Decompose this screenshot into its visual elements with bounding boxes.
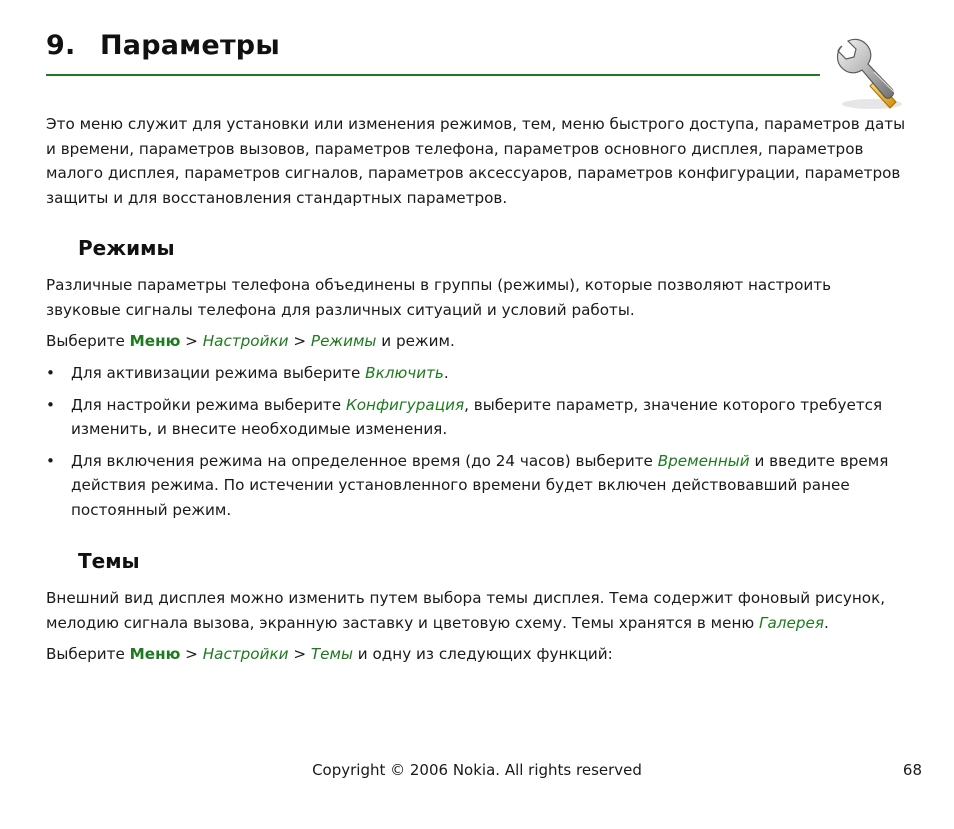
path-suffix: и одну из следующих функций: xyxy=(352,645,613,663)
footer-copyright: Copyright © 2006 Nokia. All rights reserved xyxy=(312,761,642,779)
page-number: 68 xyxy=(902,761,922,779)
chapter-header xyxy=(46,30,820,76)
path-separator: > xyxy=(180,332,203,350)
path-separator: > xyxy=(288,332,311,350)
path-prefix: Выберите xyxy=(46,645,130,663)
list-item xyxy=(46,393,906,442)
list-item xyxy=(46,449,906,523)
menu-link[interactable]: Меню xyxy=(129,645,181,663)
intro-paragraph: Это меню служит для установки или изменения режимов, тем, меню быстрого доступа, параметров даты и времени, параметров вызовов, параметров телефона, параметров основного дисплея, параметров малого дисплея, параметров сигналов, параметров аксессуаров, параметров конфигурации, параметров защиты и для восстановления стандартных параметров. xyxy=(46,115,906,207)
section-heading-themes: Темы xyxy=(78,549,140,573)
path-separator: > xyxy=(288,645,311,663)
bullet-text: Для активизации режима выберите xyxy=(71,364,366,382)
settings-link[interactable]: Настройки xyxy=(202,332,289,350)
bullet-text: Для настройки режима выберите xyxy=(71,395,346,414)
themes-menu-path xyxy=(46,642,906,667)
personalise-option[interactable]: Конфигурация xyxy=(345,395,465,414)
themes-description xyxy=(46,586,906,635)
profiles-bullet-list xyxy=(46,361,906,529)
bullet-text: . xyxy=(443,364,449,382)
menu-link[interactable]: Меню xyxy=(129,332,181,350)
chapter-title-text: Параметры xyxy=(100,30,280,61)
bullet-text: , выберите параметр, значение которого требуется изменить, и внесите необходимые изменения. xyxy=(71,395,883,438)
list-item xyxy=(46,361,906,386)
path-separator: > xyxy=(180,645,203,663)
section-heading-profiles: Режимы xyxy=(78,236,175,260)
wrench-icon xyxy=(828,36,910,112)
timed-option[interactable]: Временный xyxy=(657,451,750,470)
themes-description-text: Внешний вид дисплея можно изменить путем выбора темы дисплея. Тема содержит фоновый рисунок, мелодию сигнала вызова, экранную заставку и цветовую схему. Темы хранятся в меню xyxy=(46,589,886,632)
bullet-icon: • xyxy=(46,451,55,470)
themes-description-end: . xyxy=(823,613,829,632)
profiles-link[interactable]: Режимы xyxy=(310,332,377,350)
path-suffix: и режим. xyxy=(376,332,455,350)
bullet-icon: • xyxy=(46,395,55,414)
settings-link[interactable]: Настройки xyxy=(202,645,289,663)
bullet-text: и введите время действия режима. По истечении установленного времени будет включен действовавший ранее постоянный режим. xyxy=(71,451,889,519)
path-prefix: Выберите xyxy=(46,332,130,350)
chapter-title xyxy=(46,30,280,61)
chapter-number: 9. xyxy=(46,30,76,61)
profiles-menu-path xyxy=(46,329,906,354)
profiles-description: Различные параметры телефона объединены в группы (режимы), которые позволяют настроить звуковые сигналы телефона для различных ситуаций и условий работы. xyxy=(46,276,832,319)
bullet-icon: • xyxy=(46,364,55,382)
themes-link[interactable]: Темы xyxy=(310,645,353,663)
activate-option[interactable]: Включить xyxy=(365,364,444,382)
bullet-text: Для включения режима на определенное время (до 24 часов) выберите xyxy=(71,451,658,470)
gallery-link[interactable]: Галерея xyxy=(759,613,824,632)
